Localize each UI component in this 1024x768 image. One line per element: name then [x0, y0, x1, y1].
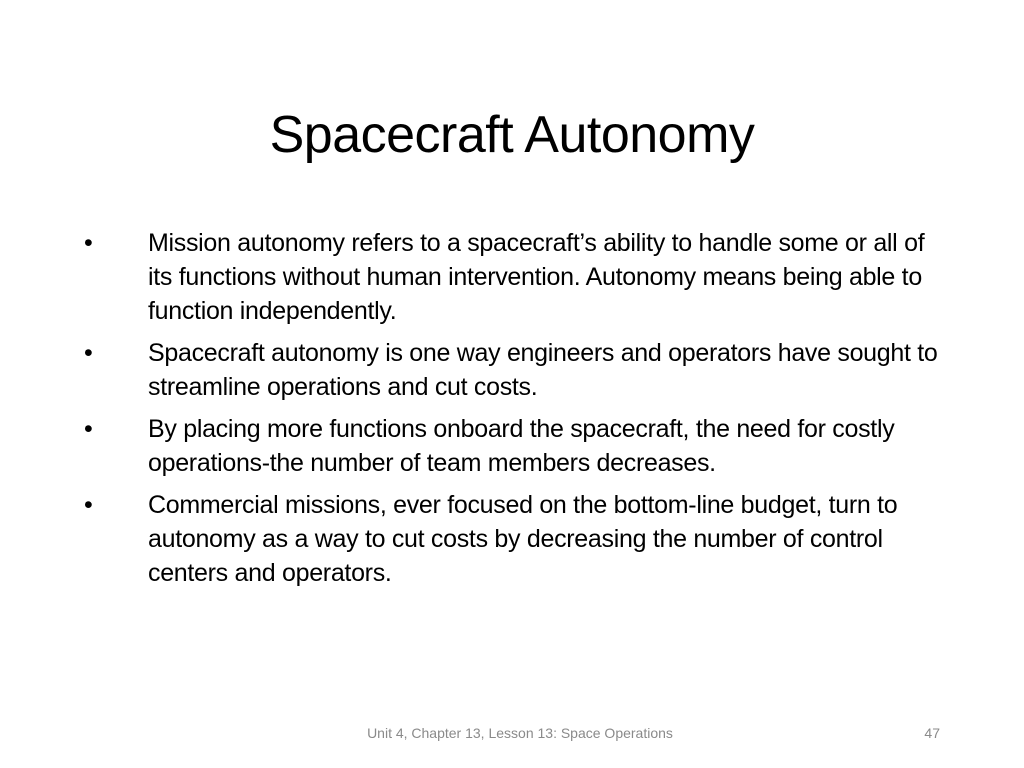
bullet-text: Mission autonomy refers to a spacecraft’s ability to handle some or all of its functions without human intervention. Autonomy means being able to function independently.	[148, 229, 925, 325]
bullet-list	[80, 226, 950, 598]
bullet-text: Spacecraft autonomy is one way engineers and operators have sought to streamline operations and cut costs.	[148, 339, 938, 401]
bullet-text: By placing more functions onboard the spacecraft, the need for costly operations-the number of team members decreases.	[148, 415, 895, 477]
slide-title: Spacecraft Autonomy	[269, 106, 755, 164]
bullet-marker: •	[84, 415, 93, 443]
bullet-marker: •	[84, 491, 93, 519]
bullet-item	[80, 488, 950, 590]
bullet-text: Commercial missions, ever focused on the bottom-line budget, turn to autonomy as a way to cut costs by decreasing the number of control centers and operators.	[148, 491, 898, 587]
bullet-item	[80, 336, 950, 404]
slide-footer	[0, 722, 1024, 744]
bullet-marker: •	[84, 339, 93, 367]
slide-number: 47	[924, 725, 940, 741]
bullet-item	[80, 412, 950, 480]
bullet-marker: •	[84, 229, 93, 257]
bullet-item	[80, 226, 950, 328]
footer-text: Unit 4, Chapter 13, Lesson 13: Space Operations	[367, 725, 673, 741]
